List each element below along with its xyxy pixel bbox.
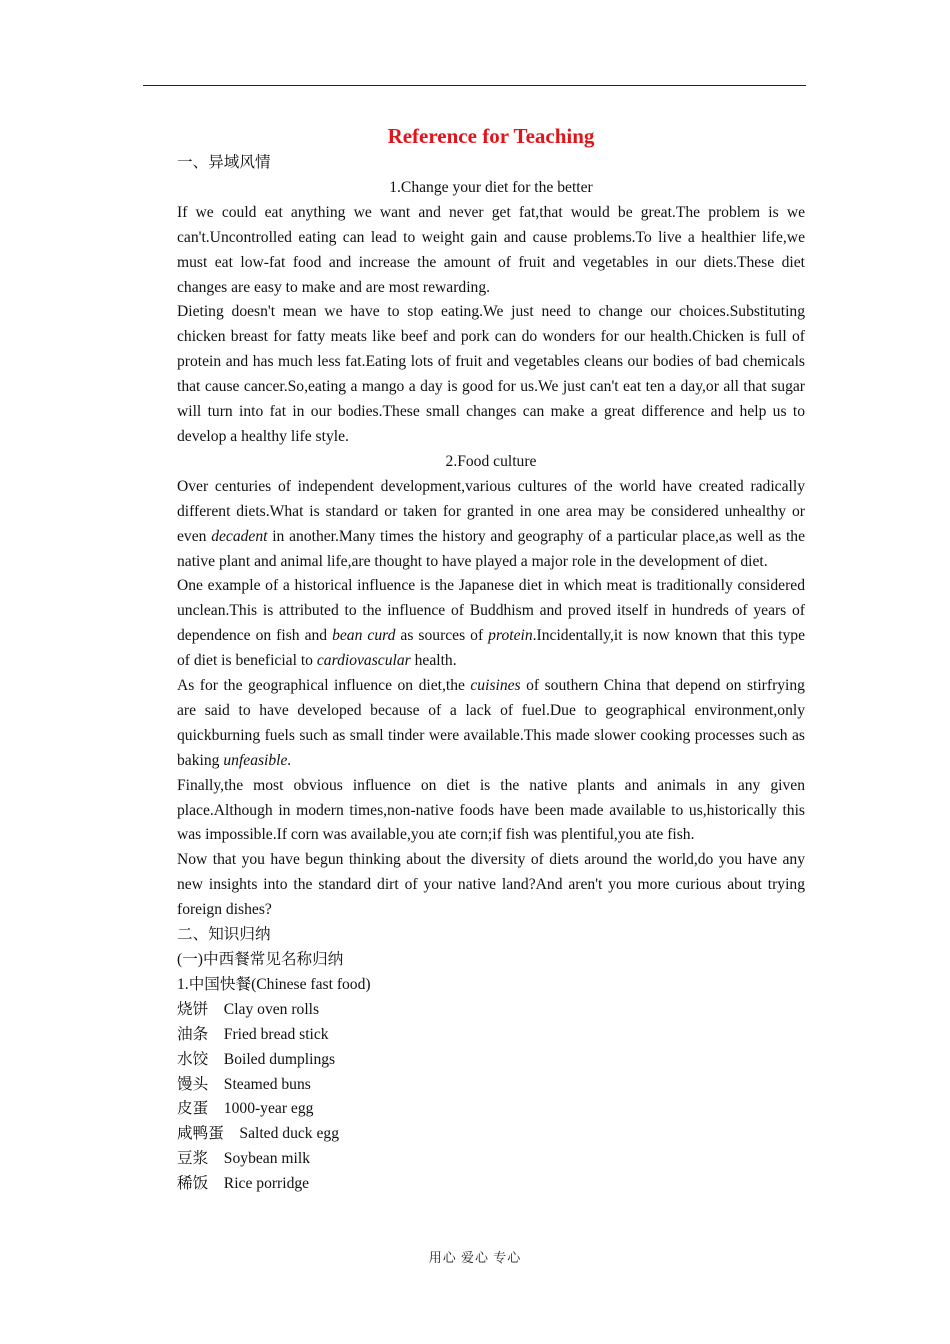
italic-term: bean curd bbox=[332, 627, 396, 645]
article-title-1: 1.Change your diet for the better bbox=[389, 178, 593, 196]
list-item bbox=[177, 1073, 805, 1098]
header-rule bbox=[143, 85, 806, 86]
document-body bbox=[177, 121, 805, 1197]
list-item bbox=[177, 1097, 805, 1122]
paragraph: Now that you have begun thinking about the diversity of diets around the world,do you have any new insights into the standard dirt of your native land?And aren't you more curious about trying foreign dishes? bbox=[177, 851, 805, 919]
item-english: Fried bread stick bbox=[223, 1025, 329, 1043]
item-chinese: 稀饭 bbox=[177, 1175, 209, 1193]
item-chinese: 咸鸭蛋 bbox=[177, 1125, 224, 1143]
paragraph: If we could eat anything we want and never get fat,that would be great.The problem is we can't.Uncontrolled eating can lead to weight gain and cause problems.To live a healthier life,we must eat low-fat food and increase the amount of fruit and vegetables in our diets.These diet changes are easy to make and are most rewarding. bbox=[177, 203, 805, 296]
item-chinese: 烧饼 bbox=[177, 1000, 209, 1018]
item-chinese: 皮蛋 bbox=[177, 1100, 209, 1118]
page-footer: 用心 爱心 专心 bbox=[428, 1250, 522, 1265]
italic-term: cuisines bbox=[470, 677, 521, 695]
item-english: Steamed buns bbox=[223, 1075, 311, 1093]
paragraph: As for the geographical influence on diet,the cuisines of southern China that depend on stirfrying are said to have developed because of a lack of fuel.Due to geographical environment,only quickburning fuels such as small tinder were available.This made slower cooking processes such as baking unfeasible. bbox=[177, 677, 805, 769]
list-item bbox=[177, 1147, 805, 1172]
italic-term: unfeasible. bbox=[223, 751, 292, 769]
item-english: Boiled dumplings bbox=[223, 1050, 336, 1068]
section-heading-1: 一、异域风情 bbox=[177, 154, 271, 171]
item-english: Salted duck egg bbox=[239, 1125, 339, 1143]
item-chinese: 水饺 bbox=[177, 1050, 209, 1068]
subsection-heading: (一)中西餐常见名称归纳 bbox=[177, 951, 344, 968]
list-item bbox=[177, 1048, 805, 1073]
list-item bbox=[177, 1023, 805, 1048]
paragraph: One example of a historical influence is the Japanese diet in which meat is traditionally considered unclean.This is attributed to the influence of Buddhism and proved itself in hundreds of years of dependence on fish and bean curd as sources of protein.Incidentally,it is now known that this type of diet is beneficial to cardiovascular health. bbox=[177, 577, 806, 670]
paragraph: Over centuries of independent development,various cultures of the world have created radically different diets.What is standard or taken for granted in one area may be considered unhealthy or even decadent in another.Many times the history and geography of a particular place,as well as the native plant and animal life,are thought to have played a major role in the development of diet. bbox=[177, 477, 805, 570]
item-chinese: 馒头 bbox=[177, 1075, 209, 1093]
italic-term: decadent bbox=[211, 527, 268, 545]
italic-term: cardiovascular bbox=[316, 652, 411, 670]
item-chinese: 豆浆 bbox=[177, 1150, 209, 1168]
subsection-heading: 1.中国快餐(Chinese fast food) bbox=[177, 975, 371, 993]
item-chinese: 油条 bbox=[177, 1025, 209, 1043]
page-title: Reference for Teaching bbox=[387, 124, 595, 148]
item-english: Clay oven rolls bbox=[223, 1000, 320, 1018]
list-item bbox=[177, 1172, 805, 1197]
section-heading-2: 二、知识归纳 bbox=[177, 926, 271, 944]
italic-term: protein bbox=[488, 627, 533, 645]
article-title-2: 2.Food culture bbox=[445, 452, 537, 470]
item-english: Rice porridge bbox=[223, 1175, 310, 1193]
item-english: 1000-year egg bbox=[223, 1100, 314, 1118]
paragraph: Finally,the most obvious influence on diet is the native plants and animals in any given place.Although in modern times,non-native foods have been made available to us,historically this was impossible.If corn was available,you ate corn;if fish was plentiful,you ate fish. bbox=[177, 776, 805, 844]
item-english: Soybean milk bbox=[223, 1150, 310, 1168]
list-item bbox=[177, 1122, 805, 1147]
list-item bbox=[177, 998, 805, 1023]
paragraph: Dieting doesn't mean we have to stop eating.We just need to change our choices.Substituting chicken breast for fatty meats like beef and pork can do wonders for our health.Chicken is full of protein and has much less fat.Eating lots of fruit and vegetables cleans our bodies of bad chemicals that cause cancer.So,eating a mango a day is good for us.We just can't eat ten a day,or all that sugar will turn into fat in our bodies.These small changes can make a great difference and help us to develop a healthy life style. bbox=[177, 303, 805, 445]
food-list bbox=[177, 998, 805, 1197]
